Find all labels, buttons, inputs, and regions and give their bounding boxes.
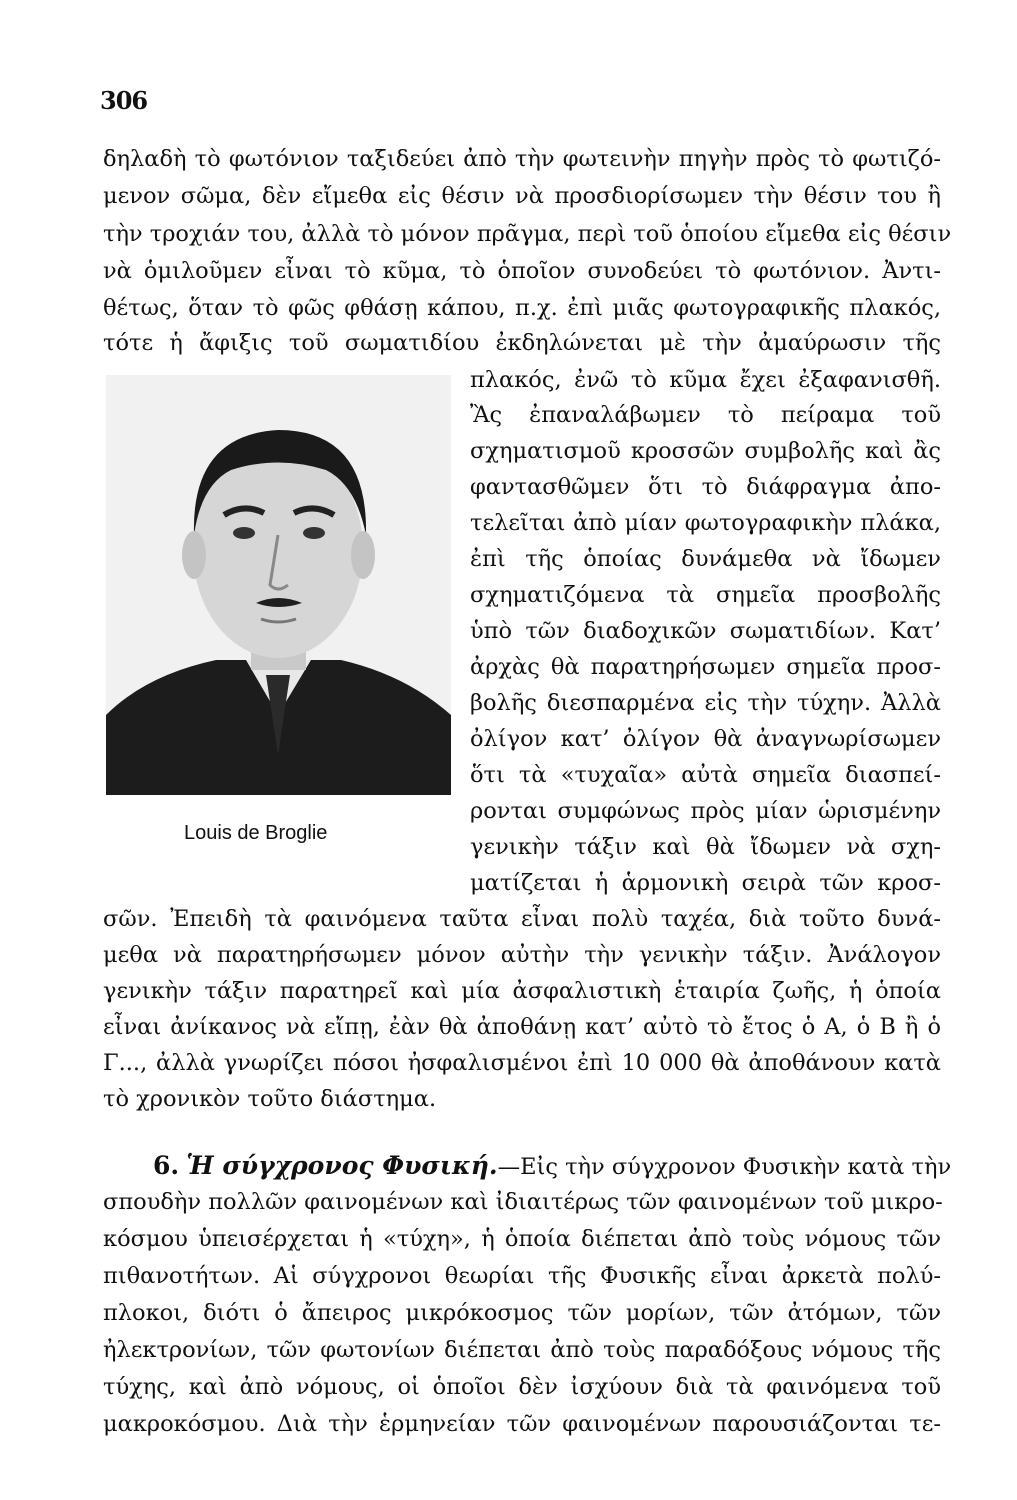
page-number: 306 (100, 86, 148, 115)
portrait-photo (106, 375, 451, 795)
paragraph-line: σῶν. Ἐπειδὴ τὰ φαινόμενα ταῦτα εἶναι πολὺ ταχέα, διὰ τοῦτο δυνά- (103, 906, 941, 932)
paragraph-line: ματίζεται ἡ ἁρμονικὴ σειρὰ τῶν κροσ- (470, 870, 941, 896)
paragraph-line: τότε ἡ ἄφιξις τοῦ σωματιδίου ἐκδηλώνεται μὲ τὴν ἀμαύρωσιν τῆς (103, 330, 941, 356)
paragraph-line: μενον σῶμα, δὲν εἴμεθα εἰς θέσιν νὰ προσδιορίσωμεν τὴν θέσιν του ἢ (103, 183, 941, 209)
section-title: Ἡ σύγχρονος Φυσική. (186, 1151, 498, 1180)
paragraph-line: ἐπὶ τῆς ὁποίας δυνάμεθα νὰ ἴδωμεν (470, 546, 941, 572)
paragraph-line: πλακός, ἐνῶ τὸ κῦμα ἔχει ἐξαφανισθῆ. (470, 367, 941, 393)
paragraph-line: σχηματισμοῦ κροσσῶν συμβολῆς καὶ ἂς (470, 438, 941, 464)
paragraph-line: ἠλεκτρονίων, τῶν φωτονίων διέπεται ἀπὸ τοὺς παραδόξους νόμους τῆς (103, 1337, 941, 1363)
paragraph-line: τὴν τροχιάν του, ἀλλὰ τὸ μόνον πρᾶγμα, περὶ τοῦ ὁποίου εἴμεθα εἰς θέσιν (103, 221, 952, 247)
section-first-line: —Εἰς τὴν σύγχρονον Φυσικὴν κατὰ τὴν (497, 1154, 952, 1180)
paragraph-line: θέτως, ὅταν τὸ φῶς φθάσῃ κάπου, π.χ. ἐπὶ μιᾶς φωτογραφικῆς πλακός, (103, 295, 941, 321)
paragraph-line: μεθα νὰ παρατηρήσωμεν μόνον αὐτὴν τὴν γενικὴν τάξιν. Ἀνάλογον (103, 942, 941, 968)
paragraph-line: εἶναι ἀνίκανος νὰ εἴπῃ, ἐὰν θὰ ἀποθάνῃ κατ’ αὐτὸ τὸ ἔτος ὁ Α, ὁ Β ἢ ὁ (103, 1014, 941, 1040)
paragraph-line: πλοκοι, διότι ὁ ἄπειρος μικρόκοσμος τῶν μορίων, τῶν ἀτόμων, τῶν (103, 1300, 941, 1326)
paragraph-line: γενικὴν τάξιν παρατηρεῖ καὶ μία ἀσφαλιστικὴ ἑταιρία ζωῆς, ἡ ὁποία (103, 978, 941, 1004)
section-heading-line (153, 1151, 952, 1180)
paragraph-line: σπουδὴν πολλῶν φαινομένων καὶ ἰδιαιτέρως τῶν φαινομένων τοῦ μικρο- (103, 1189, 943, 1215)
paragraph-line: γενικὴν τάξιν καὶ θὰ ἴδωμεν νὰ σχη- (470, 834, 941, 860)
paragraph-line: μακροκόσμου. Διὰ τὴν ἑρμηνείαν τῶν φαινομένων παρουσιάζονται τε- (103, 1411, 941, 1437)
paragraph-line: δηλαδὴ τὸ φωτόνιον ταξιδεύει ἀπὸ τὴν φωτεινὴν πηγὴν πρὸς τὸ φωτιζό- (103, 146, 941, 172)
paragraph-line: τὸ χρονικὸν τοῦτο διάστημα. (103, 1086, 437, 1112)
paragraph-line: φαντασθῶμεν ὅτι τὸ διάφραγμα ἀπο- (470, 474, 941, 500)
paragraph-line: κόσμου ὑπεισέρχεται ἡ «τύχη», ἡ ὁποία διέπεται ἀπὸ τοὺς νόμους τῶν (103, 1226, 941, 1252)
section-number: 6. (153, 1151, 180, 1180)
paragraph-line: Ἂς ἐπαναλάβωμεν τὸ πείραμα τοῦ (470, 402, 941, 428)
paragraph-line: βολῆς διεσπαρμένα εἰς τὴν τύχην. Ἀλλὰ (470, 690, 941, 716)
paragraph-line: τελεῖται ἀπὸ μίαν φωτογραφικὴν πλάκα, (470, 510, 941, 536)
paragraph-line: σχηματιζόμενα τὰ σημεῖα προσβολῆς (470, 582, 941, 608)
paragraph-line: ὀλίγον κατ’ ὀλίγον θὰ ἀναγνωρίσωμεν (470, 726, 941, 752)
paragraph-line: Γ..., ἀλλὰ γνωρίζει πόσοι ἠσφαλισμένοι ἐπὶ 10 000 θὰ ἀποθάνουν κατὰ (103, 1050, 941, 1076)
paragraph-line: νὰ ὁμιλοῦμεν εἶναι τὸ κῦμα, τὸ ὁποῖον συνοδεύει τὸ φωτόνιον. Ἀντι- (103, 258, 941, 284)
paragraph-line: πιθανοτήτων. Αἱ σύγχρονοι θεωρίαι τῆς Φυσικῆς εἶναι ἀρκετὰ πολύ- (103, 1263, 941, 1289)
paragraph-line: ἀρχὰς θὰ παρατηρήσωμεν σημεῖα προσ- (470, 654, 941, 680)
photo-caption: Louis de Broglie (184, 822, 328, 844)
paragraph-line: ὑπὸ τῶν διαδοχικῶν σωματιδίων. Κατ’ (470, 618, 941, 644)
paragraph-line: ρονται συμφώνως πρὸς μίαν ὡρισμένην (470, 798, 941, 824)
paragraph-line: τύχης, καὶ ἀπὸ νόμους, οἱ ὁποῖοι δὲν ἰσχύουν διὰ τὰ φαινόμενα τοῦ (103, 1374, 941, 1400)
paragraph-line: ὅτι τὰ «τυχαῖα» αὐτὰ σημεῖα διασπεί- (470, 762, 941, 788)
